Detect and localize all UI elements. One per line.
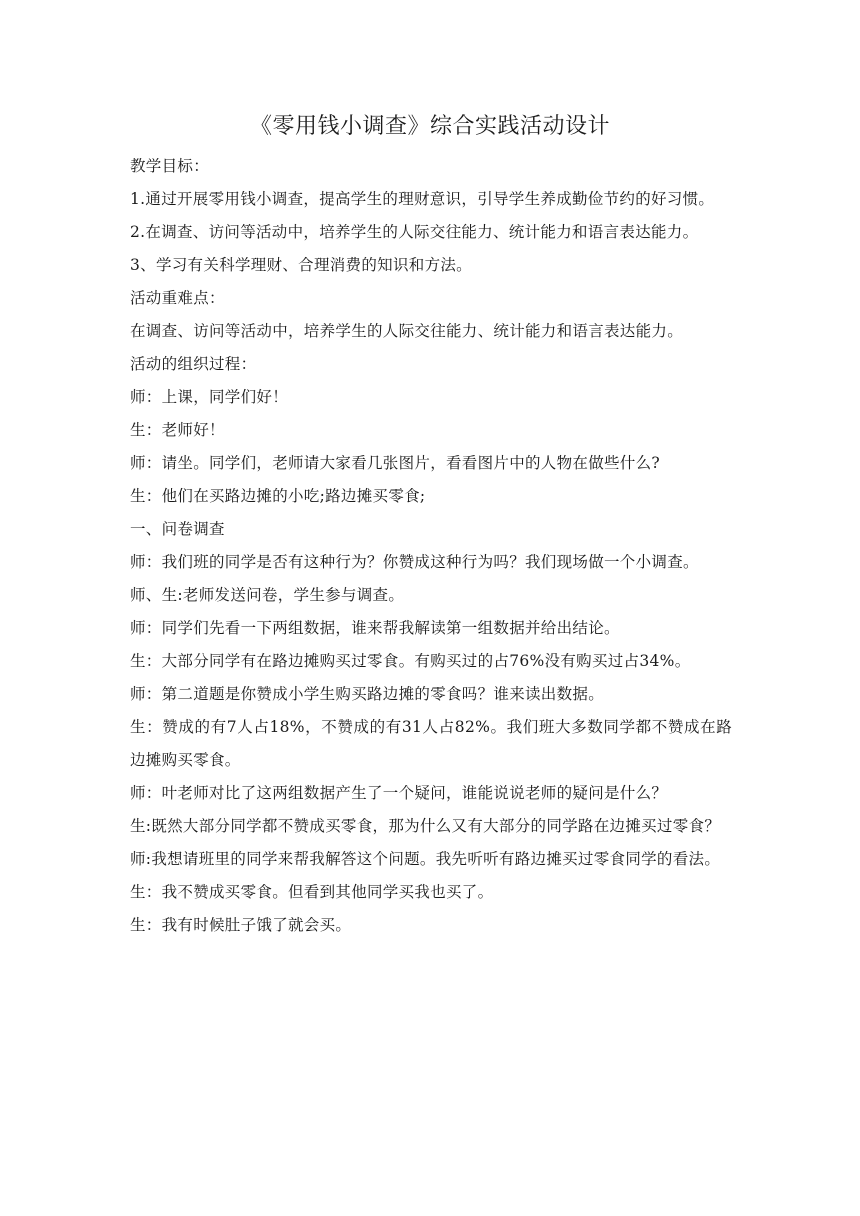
dialogue-line: 生：大部分同学有在路边摊购买过零食。有购买过的占76%没有购买过占34%。: [130, 652, 691, 670]
paragraph-key-points-heading: 活动重难点：: [130, 289, 225, 307]
dialogue-line: 师：请坐。同学们，老师请大家看几张图片，看看图片中的人物在做些什么?: [130, 454, 661, 472]
dialogue-line: 师：我们班的同学是否有这种行为？你赞成这种行为吗？我们现场做一个小调查。: [130, 553, 699, 571]
document-body: [130, 150, 732, 942]
dialogue-line: 师：第二道题是你赞成小学生购买路边摊的零食吗？谁来读出数据。: [130, 685, 605, 703]
paragraph-goal-1: 1.通过开展零用钱小调查，提高学生的理财意识，引导学生养成勤俭节约的好习惯。: [130, 190, 715, 208]
dialogue-line: 生:既然大部分同学都不赞成买零食，那为什么又有大部分的同学路在边摊买过零食？: [130, 817, 721, 835]
paragraph-goal-3: 3、学习有关科学理财、合理消费的知识和方法。: [130, 256, 472, 274]
dialogue-line: 师：叶老师对比了这两组数据产生了一个疑问，谁能说说老师的疑问是什么？: [130, 784, 668, 802]
paragraph-key-points: 在调查、访问等活动中，培养学生的人际交往能力、统计能力和语言表达能力。: [130, 322, 684, 340]
dialogue-line: 师、生:老师发送问卷，学生参与调查。: [130, 586, 405, 604]
document-title: 《零用钱小调查》综合实践活动设计: [249, 114, 610, 139]
dialogue-line: 生：他们在买路边摊的小吃;路边摊买零食;: [130, 487, 426, 505]
dialogue-line: 生：老师好！: [130, 421, 225, 439]
paragraph-goal-2: 2.在调查、访问等活动中，培养学生的人际交往能力、统计能力和语言表达能力。: [130, 223, 699, 241]
dialogue-line: 师：上课，同学们好！: [130, 388, 289, 406]
dialogue-line: 生：我不赞成买零食。但看到其他同学买我也买了。: [130, 883, 494, 901]
section-heading-survey: 一、问卷调查: [130, 520, 225, 538]
dialogue-line: 师:我想请班里的同学来帮我解答这个问题。我先听听有路边摊买过零食同学的看法。: [130, 850, 721, 868]
dialogue-line: 师：同学们先看一下两组数据，谁来帮我解读第一组数据并给出结论。: [130, 619, 620, 637]
dialogue-line: 生：赞成的有7人占18%，不赞成的有31人占82%。我们班大多数同学都不赞成在路边摊购买零食。: [130, 718, 732, 769]
paragraph-process-heading: 活动的组织过程：: [130, 355, 257, 373]
dialogue-line: 生：我有时候肚子饿了就会买。: [130, 916, 352, 934]
paragraph-teaching-goals-heading: 教学目标：: [130, 157, 210, 175]
